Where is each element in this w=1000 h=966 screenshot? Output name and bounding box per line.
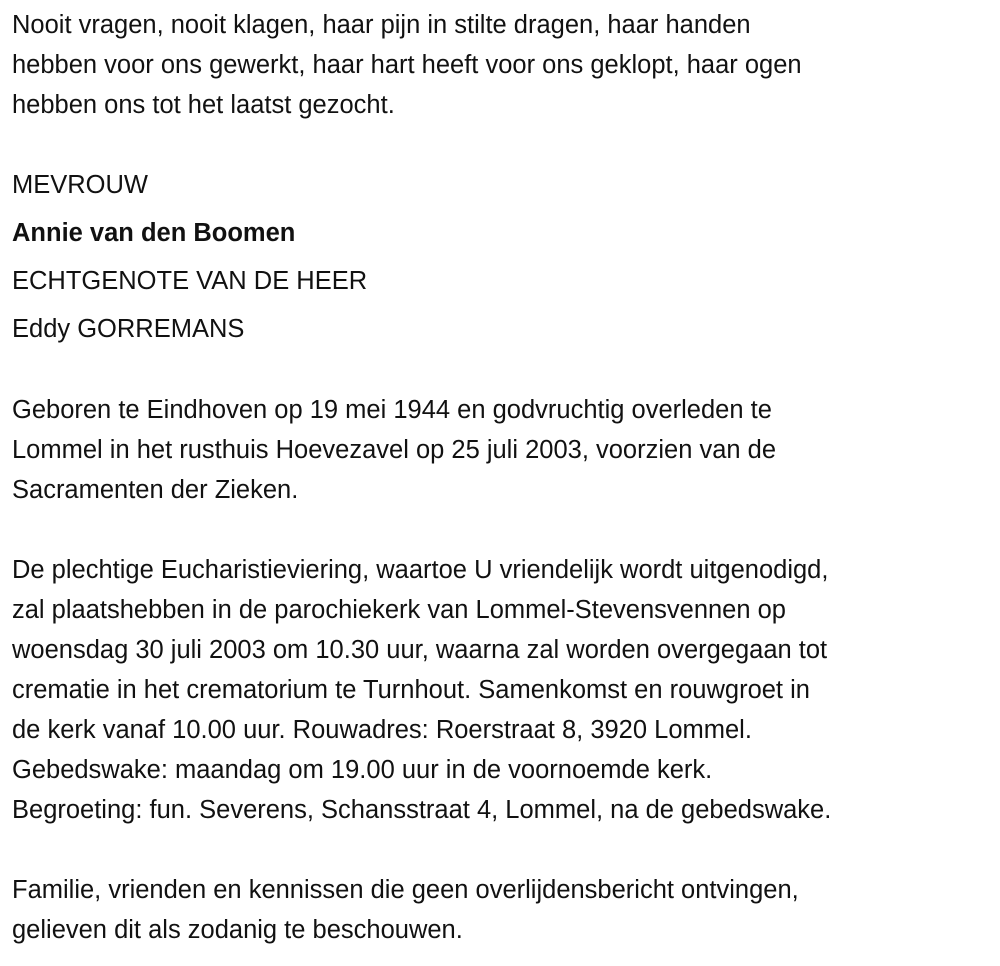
poem-paragraph [12, 5, 802, 125]
relation-label: ECHTGENOTE VAN DE HEER [12, 267, 368, 295]
text-line: Sacramenten der Zieken. [12, 476, 299, 504]
text-line: hebben ons tot het laatst gezocht. [12, 91, 395, 119]
closing-paragraph [12, 870, 799, 950]
text-line: Gebedswake: maandag om 19.00 uur in de voornoemde kerk. [12, 756, 713, 784]
text-line: woensdag 30 juli 2003 om 10.30 uur, waarna zal worden overgegaan tot [12, 636, 828, 664]
text-line: gelieven dit als zodanig te beschouwen. [12, 916, 463, 944]
birth-death-paragraph [12, 390, 776, 510]
text-line: De plechtige Eucharistieviering, waartoe U vriendelijk wordt uitgenodigd, [12, 556, 829, 584]
text-line: hebben voor ons gewerkt, haar hart heeft voor ons geklopt, haar ogen [12, 51, 802, 79]
text-line: Nooit vragen, nooit klagen, haar pijn in stilte dragen, haar handen [12, 11, 751, 39]
deceased-name: Annie van den Boomen [12, 219, 296, 247]
text-line: Familie, vrienden en kennissen die geen overlijdensbericht ontvingen, [12, 876, 799, 904]
text-line: de kerk vanaf 10.00 uur. Rouwadres: Roerstraat 8, 3920 Lommel. [12, 716, 752, 744]
honorific: MEVROUW [12, 171, 148, 199]
ceremony-paragraph [12, 550, 831, 830]
text-line: zal plaatshebben in de parochiekerk van Lommel-Stevensvennen op [12, 596, 786, 624]
spouse-name: Eddy GORREMANS [12, 315, 245, 343]
names-block [12, 161, 367, 353]
text-line: Geboren te Eindhoven op 19 mei 1944 en godvruchtig overleden te [12, 396, 772, 424]
text-line: Lommel in het rusthuis Hoevezavel op 25 juli 2003, voorzien van de [12, 436, 777, 464]
text-line: Begroeting: fun. Severens, Schansstraat 4, Lommel, na de gebedswake. [12, 796, 832, 824]
text-line: crematie in het crematorium te Turnhout. Samenkomst en rouwgroet in [12, 676, 810, 704]
